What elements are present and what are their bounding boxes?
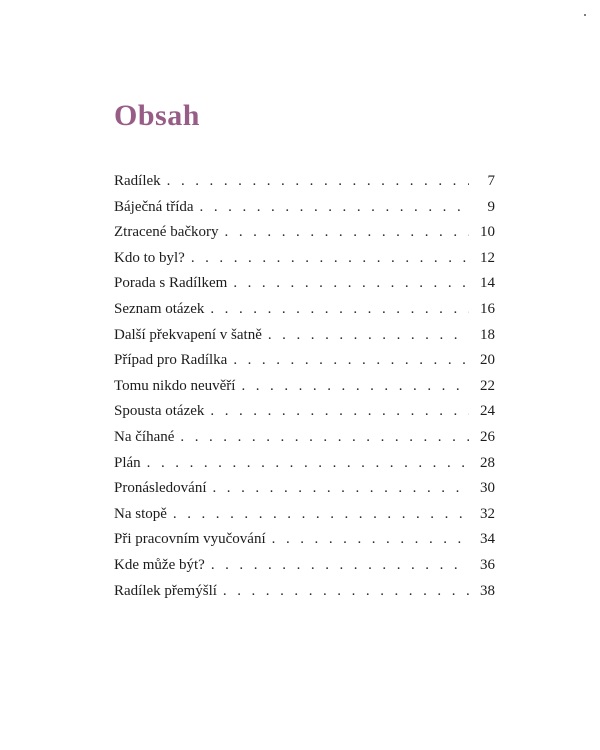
dot-leader [210, 399, 469, 425]
toc-entry-title: Radílek [114, 173, 161, 189]
toc-entry [114, 425, 495, 451]
toc-entry-page: 34 [480, 531, 495, 548]
toc-entry [114, 246, 495, 272]
toc-entry-page: 24 [480, 403, 495, 420]
toc-entry-title: Ztracené bačkory [114, 224, 219, 241]
toc-entry-title: Radílek přemýšlí [114, 582, 217, 599]
toc-entry-page: 28 [480, 454, 495, 471]
dot-leader [233, 348, 469, 374]
dot-leader [200, 195, 469, 221]
corner-mark [584, 14, 586, 16]
toc-entry [114, 451, 495, 477]
dot-leader [173, 502, 469, 528]
toc-entry [114, 271, 495, 297]
dot-leader [210, 297, 469, 323]
toc-entry-title: Další překvapení v šatně [114, 326, 262, 343]
dot-leader [225, 220, 469, 246]
toc-entry-title: Případ pro Radílka [114, 352, 228, 369]
toc-entry-title: Kdo to byl? [114, 249, 185, 266]
toc-entry-page: 30 [480, 480, 495, 497]
toc-entry [114, 169, 495, 195]
dot-leader [212, 476, 469, 502]
dot-leader [223, 579, 469, 605]
toc-entry [114, 502, 495, 528]
dot-leader [272, 527, 469, 553]
dot-leader [241, 374, 469, 400]
dot-leader [147, 451, 469, 477]
toc-entry-title: Při pracovním vyučování [114, 531, 266, 548]
dot-leader [268, 323, 469, 349]
toc-entry-page: 10 [480, 224, 495, 241]
toc-entry-title: Porada s Radílkem [114, 275, 228, 292]
toc-entry-title: Pronásledování [114, 480, 207, 497]
toc-entry-page: 20 [480, 352, 495, 369]
dot-leader [167, 169, 469, 195]
dot-leader [233, 271, 469, 297]
toc-entry-title: Tomu nikdo neuvěří [114, 377, 236, 394]
toc-entry [114, 297, 495, 323]
toc-entry-page: 14 [480, 275, 495, 292]
toc-entry-page: 26 [480, 428, 495, 445]
toc-entry-page: 12 [480, 249, 495, 266]
page-title: Obsah [114, 99, 200, 132]
toc-entry [114, 348, 495, 374]
toc-entry [114, 220, 495, 246]
toc-entry-page: 38 [480, 582, 495, 599]
toc-entry [114, 527, 495, 553]
dot-leader [211, 553, 469, 579]
toc-entry-title: Na stopě [114, 505, 167, 522]
toc-entry-page: 7 [487, 173, 495, 189]
toc-entry-title: Na číhané [114, 428, 175, 445]
toc-entry-title: Spousta otázek [114, 403, 205, 420]
toc-entry-page: 18 [480, 326, 495, 343]
toc-entry [114, 399, 495, 425]
dot-leader [191, 246, 469, 272]
toc-entry [114, 374, 495, 400]
table-of-contents [114, 169, 495, 604]
dot-leader [180, 425, 469, 451]
toc-entry-title: Seznam otázek [114, 300, 205, 317]
toc-entry-title: Plán [114, 454, 141, 471]
toc-entry [114, 553, 495, 579]
toc-entry-page: 16 [480, 300, 495, 317]
toc-entry-page: 9 [487, 198, 495, 215]
toc-entry-page: 22 [480, 377, 495, 394]
toc-entry-title: Kde může být? [114, 556, 205, 573]
toc-entry [114, 195, 495, 221]
toc-entry-page: 32 [480, 505, 495, 522]
toc-entry-page: 36 [480, 556, 495, 573]
toc-entry [114, 323, 495, 349]
toc-entry [114, 476, 495, 502]
toc-entry [114, 579, 495, 605]
toc-entry-title: Báječná třída [114, 198, 194, 215]
